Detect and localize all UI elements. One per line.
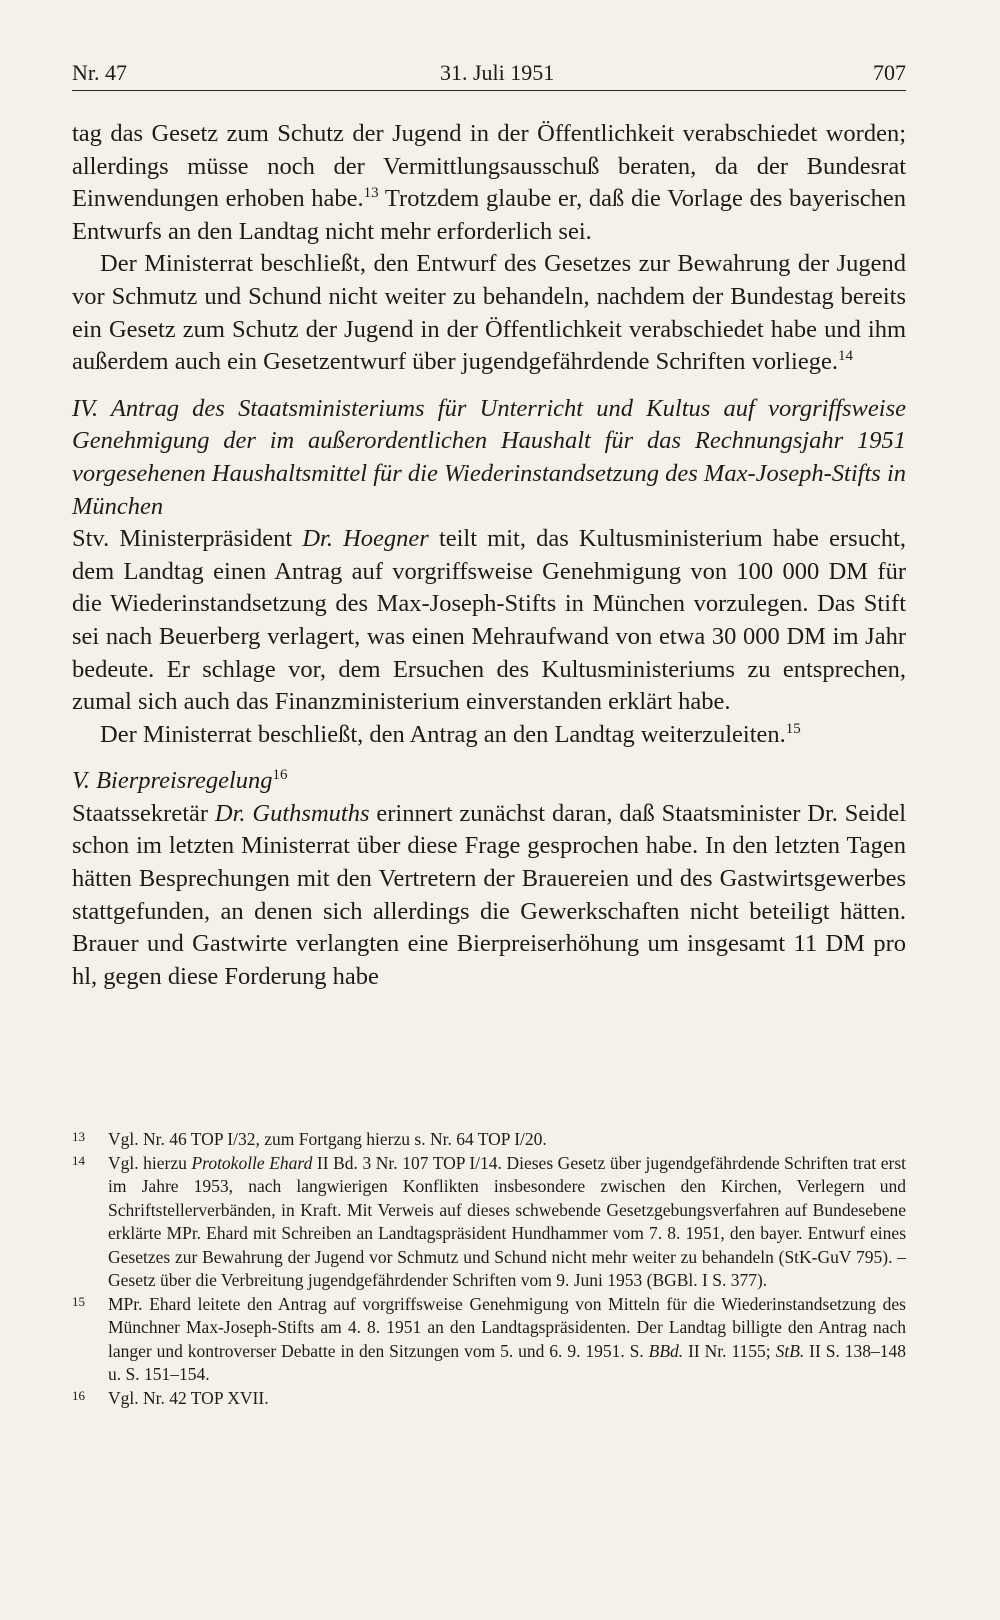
speaker-name: Dr. Guthsmuths [214, 799, 370, 827]
main-text [72, 118, 906, 993]
page-number: 707 [873, 60, 906, 85]
issue-number: Nr. 47 [72, 60, 127, 85]
paragraph: Staatssekretär Dr. Guthsmuths erinnert zunächst daran, daß Staatsminister Dr. Seidel schon im letzten Ministerrat über diese Frage gesprochen habe. In den letzten Tagen hätten Besprechungen mit den Vertretern der Brauereien und des Gastwirtsgewerbes stattgefunden, an denen sich allerdings die Gewerkschaften nicht beteiligt hätten. Brauer und Gastwirte verlangten eine Bierpreiserhöhung um insgesamt 11 DM pro hl, gegen diese Forderung habe [72, 799, 906, 990]
section-heading-iv: IV. Antrag des Staatsministeriums für Unterricht und Kultus auf vorgriffsweise Genehmigung der im außerordentlichen Haushalt für das Rechnungsjahr 1951 vorgesehenen Haushaltsmittel für die Wiederinstandsetzung des Max-Joseph-Stifts in München [72, 394, 907, 520]
footnotes [72, 1128, 906, 1410]
section-heading-v: V. Bierpreisregelung$^{16}$ [72, 767, 288, 795]
footnote-number: 16 [72, 1387, 85, 1403]
footnote-number: 14 [72, 1152, 85, 1168]
footnote-ref[interactable]: 15 [785, 720, 801, 737]
paragraph: Stv. Ministerpräsident Dr. Hoegner teilt mit, das Kultusministerium habe ersucht, dem Landtag einen Antrag auf vorgriffsweise Genehmigung von 100 000 DM für die Wiederinstandsetzung des Max-Joseph-Stifts in München vorzulegen. Das Stift sei nach Beuerberg verlagert, was einen Mehraufwand von etwa 30 000 DM im Jahr bedeute. Er schlage vor, dem Ersuchen des Kultusministeriums zu entsprechen, zumal sich auch das Finanzministerium einverstanden erklärt habe. [72, 525, 907, 716]
footnote-number: 15 [72, 1293, 85, 1309]
footnote: 13 Vgl. Nr. 46 TOP I/32, zum Fortgang hierzu s. Nr. 64 TOP I/20. [72, 1129, 547, 1149]
paragraph: tag das Gesetz zum Schutz der Jugend in der Öffentlichkeit verabschiedet worden; allerdings müsse noch der Vermittlungsausschuß beraten, da der Bundesrat Einwendungen erhoben habe.$^{13}$ Trotzdem glaube er, daß die Vorlage des bayerischen Entwurfs an den Landtag nicht mehr erforderlich sei. [72, 120, 907, 245]
footnote-ref[interactable]: 16 [272, 767, 288, 784]
speaker-name: Dr. Hoegner [302, 525, 429, 553]
footnote-ref[interactable]: 13 [363, 185, 379, 202]
footnote: 16 Vgl. Nr. 42 TOP XVII. [72, 1387, 269, 1408]
footnote-number: 13 [72, 1129, 85, 1144]
footnote: 14 Vgl. hierzu Protokolle Ehard II Bd. 3 Nr. 107 TOP I/14. Dieses Gesetz über jugendgefährdende Schriften trat erst im Jahre 1953, nach langwierigen Konflikten insbesondere zwischen den Kirchen, Verlegern und Schriftstellerverbänden, in Kraft. Mit Verweis auf dieses schwebende Gesetzgebungsverfahren auf Bundesebene erklärte MPr. Ehard mit Schreiben an Landtagspräsident Hundhammer vom 7. 8. 1951, den bayer. Entwurf eines Gesetzes zur Bewahrung der Jugend vor Schmutz und Schund nicht mehr weiter zu behandeln (StK-GuV 795). – Gesetz über die Verbreitung jugendgefährdender Schriften vom 9. Juni 1953 (BGBl. I S. 377). [72, 1152, 907, 1290]
paragraph: Der Ministerrat beschließt, den Entwurf des Gesetzes zur Bewahrung der Jugend vor Schmutz und Schund nicht weiter zu behandeln, nachdem der Bundestag bereits ein Gesetz zum Schutz der Jugend in der Öffentlichkeit verabschiedet habe und ihm außerdem auch ein Gesetzentwurf über jugendgefährdende Schriften vorliege.$^{14}$ [72, 250, 906, 376]
footnote: 15 MPr. Ehard leitete den Antrag auf vorgriffsweise Genehmigung von Mitteln für die Wiederinstandsetzung des Münchner Max-Joseph-Stifts am 4. 8. 1951 an den Landtagspräsidenten. Der Landtag billigte den Antrag nach langer und kontroverser Debatte in den Sitzungen vom 5. und 6. 9. 1951. S. BBd. II Nr. 1155; StB. II S. 138–148 u. S. 151–154. [72, 1293, 907, 1384]
footnote-ref[interactable]: 14 [837, 348, 853, 365]
running-header [72, 56, 906, 91]
header-date: 31. Juli 1951 [440, 60, 555, 85]
paragraph: Der Ministerrat beschließt, den Antrag an den Landtag weiterzuleiten.$^{15}$ [100, 720, 801, 748]
